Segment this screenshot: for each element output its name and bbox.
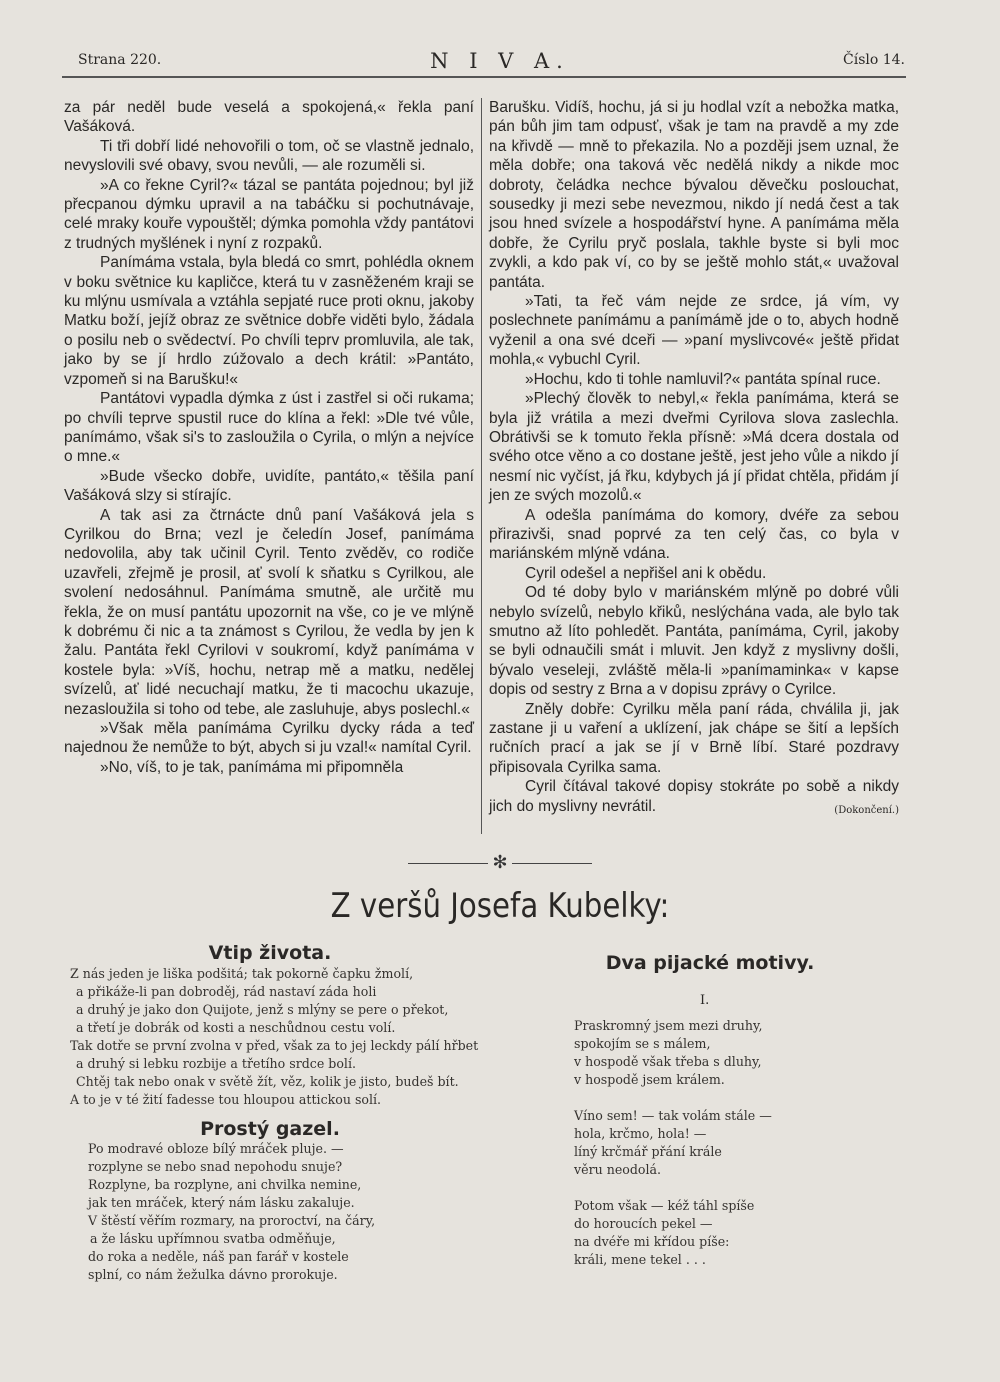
ornament-star-icon: ✻ bbox=[492, 852, 508, 872]
poem-line: v hospodě však třeba s dluhy, bbox=[574, 1054, 762, 1069]
poem-title-gazel: Prostý gazel. bbox=[200, 1118, 340, 1140]
continuation-note: (Dokončení.) bbox=[834, 804, 899, 816]
poem-line: Víno sem! — tak volám stále — bbox=[574, 1108, 772, 1123]
poem-line: a že lásku upřímnou svatba odměňuje, bbox=[90, 1231, 336, 1246]
poem-line: a druhý si lebku rozbije a třetího srdce bolí. bbox=[76, 1056, 356, 1071]
poem-line: na dvéře mi křídou píše: bbox=[574, 1234, 730, 1249]
poem-line: Tak dotře se první zvolna v před, však za to jej leckdy pálí hřbet bbox=[70, 1038, 479, 1053]
poem-line: Chtěj tak nebo onak v světě žít, věz, kolik je jisto, budeš bít. bbox=[76, 1074, 459, 1089]
paragraph: Panímáma vstala, byla bledá co smrt, pohlédla oknem v boku světnice ku kapličce, která tu v zasněženém kraji se ku mlýnu usmívala a vztáhla sepjaté ruce proti oknu, jakoby Matku boží, jejíž obraz ze světnice dobře viděti bylo, žádala o posilu neb o svědectví. Po chvíli teprv promluvila, ale tak, jako by se jí hrdlo zúžovalo a dech krátil: »Pantáto, vzpomeň si na Barušku!« bbox=[64, 254, 474, 388]
poem-line: Praskromný jsem mezi druhy, bbox=[574, 1018, 763, 1033]
poem-line: hola, krčmo, hola! — bbox=[574, 1126, 707, 1141]
poem-line: A to je v té žití fadesse tou hloupou attickou solí. bbox=[70, 1092, 382, 1107]
poem-line: jak ten mráček, který nám lásku zakaluje. bbox=[88, 1195, 355, 1210]
paragraph: Pantátovi vypadla dýmka z úst i zastřel si oči rukama; po chvíli teprve spustil ruce do klína a řekl: »Dle tvé vůle, panímámo, však si's to zasloužila o Cyrila, o mlýn a nejvíce o mne.« bbox=[64, 390, 474, 466]
paragraph: za pár neděl bude veselá a spokojená,« řekla paní Vašáková. bbox=[64, 99, 474, 136]
column-divider bbox=[481, 98, 482, 834]
poem-line: a druhý je jako don Quijote, jenž s mlýny se pere o překot, bbox=[76, 1002, 449, 1017]
poem-title-vtip: Vtip života. bbox=[208, 942, 332, 964]
paragraph: A odešla panímáma do komory, dvéře za sebou přirazivši, snad poprvé za ten celý čas, co byla v mariánském mlýně vdána. bbox=[489, 506, 899, 563]
poem-line: V štěstí věřím rozmary, na proroctví, na čáry, bbox=[88, 1213, 376, 1228]
header-rule bbox=[62, 76, 906, 78]
paragraph: »Však měla panímáma Cyrilku dycky ráda a teď najednou že nemůže to být, abych si ju vzal!« namítal Cyril. bbox=[64, 720, 474, 757]
poem-line: a přikáže-li pan dobroděj, rád nastaví záda holi bbox=[76, 984, 377, 999]
issue-number: Číslo 14. bbox=[843, 52, 905, 68]
paragraph: »No, víš, to je tak, panímáma mi připomněla bbox=[100, 758, 404, 776]
poem-line: v hospodě jsem králem. bbox=[574, 1072, 725, 1087]
poem-line: Po modravé obloze bílý mráček pluje. — bbox=[88, 1141, 344, 1156]
paragraph: A tak asi za čtrnácte dnů paní Vašáková jela s Cyrilkou do Brna; vezl je čeledín Josef, panímáma nedovolila, aby tak učinil Cyril. Tento zvěděv, co rodiče uzavřeli, zřejmě je prosil, ať svolí k sňatku s Cyrilkou, ale svolení nedosáhnul. Panímáma smutně, ale určitě mu řekla, že on musí pantátu upozornit na vše, co je ve mlýně k dobrému či nic a ta známost s Cyrilou, že vedla by jen k žalu. Pantáta řekl Cyrilovi v soukromí, když panímáma v kostele byla: »Víš, hochu, netrap mě a matku, nedělej svízelů, ať lidé necuchají matku, že ti macochu ukazuje, nezasloužila si toho od tebe, ale zasluhuje, abys poslechl.« bbox=[64, 506, 474, 718]
poem-line: věru neodolá. bbox=[574, 1162, 662, 1177]
poem-line: a třetí je dobrák od kosti a neschůdnou cestu volí. bbox=[76, 1020, 396, 1035]
poem-line: králi, mene tekel . . . bbox=[574, 1252, 706, 1267]
poem-line: rozplyne se nebo snad nepohodu snuje? bbox=[88, 1159, 343, 1174]
paragraph: Barušku. Vidíš, hochu, já si ju hodlal vzít a nebožka matka, pán bůh jim tam odpusť, však je tam na pravdě a my zde na křivdě — mně to překazila. No a později jsem uznal, že měla dobře; ona taková věc nedělá nikdy a nikde moc dobroty, čeládka nechce bývalou děvečku poslouchat, sousedky ji mezi sebe nevezmou, nikdo jí nedá čest a tak jsou hned svízele a hospodářství hyne. A panímáma měla dobře, že Cyrilu pryč poslala, takhle byste si byli moc zvykli, a kdo pak ví, co by se ještě mohlo stát,« uvažoval pantáta. bbox=[489, 99, 899, 291]
poem-line: do horoucích pekel — bbox=[574, 1216, 713, 1231]
poem-pijacke bbox=[574, 1017, 874, 1269]
section-title: Z veršů Josefa Kubelky: bbox=[330, 886, 670, 926]
ornament-line bbox=[408, 863, 488, 864]
paragraph: »Bude všecko dobře, uvidíte, pantáto,« těšila paní Vašáková slzy si stírajíc. bbox=[64, 467, 474, 505]
poem-line: Potom však — kéž táhl spíše bbox=[574, 1198, 755, 1213]
stanza-gap bbox=[574, 1089, 874, 1107]
poem-line: Rozplyne, ba rozplyne, ani chvilka nemine, bbox=[88, 1177, 362, 1192]
paragraph: Cyril odešel a nepřišel ani k obědu. bbox=[525, 564, 767, 582]
ornament-line bbox=[512, 863, 592, 864]
paragraph: Od té doby bylo v mariánském mlýně po dobré vůli nebylo svízelů, nebylo křiků, neslýchána vada, ale bylo tak smutno až líto pohledět. Pantáta, panímáma, Cyril, jakoby se byli odnaučili smát i mluvit. Jen když z myslivny došli, bývalo veseleji, zvláště měla-li »panímaminka« v kapse dopis od sestry z Brna a v dopisu zprávy o Cyrilce. bbox=[489, 584, 899, 699]
poem-line: splní, co nám žežulka dávno prorokuje. bbox=[88, 1267, 338, 1282]
section-ornament bbox=[0, 852, 1000, 873]
paragraph: »A co řekne Cyril?« tázal se pantáta pojednou; byl již přecpanou dýmku upravil a na tabáčku si pochutnávaje, celé mraky kouře vypouštěl; dýmka pomohla vždy pantátovi z trudných myšlének i nyní z rozpaků. bbox=[64, 176, 474, 252]
poem-title-pijacke: Dva pijacké motivy. bbox=[605, 952, 815, 974]
poem-line: líný krčmář přání krále bbox=[574, 1144, 722, 1159]
poem-line: Z nás jeden je liška podšitá; tak pokorně čapku žmolí, bbox=[70, 966, 414, 981]
story-column-right bbox=[489, 98, 899, 820]
paragraph-last bbox=[489, 777, 899, 816]
poem-section-numeral: I. bbox=[700, 993, 710, 1008]
paragraph: Ti tři dobří lidé nehovořili o tom, oč se vlastně jednalo, nevyslovili své obavy, svou nevůli, — ale rozuměli si. bbox=[64, 137, 474, 175]
poem-line: spokojím se s málem, bbox=[574, 1036, 711, 1051]
poem-vtip bbox=[70, 965, 479, 1109]
page-number: Strana 220. bbox=[78, 52, 162, 68]
poem-gazel bbox=[88, 1140, 448, 1284]
paragraph: »Tati, ta řeč vám nejde ze srdce, já vím, vy poslechnete panímámu a panímámě jde o to, abych hodně vyženil a ona své dceři — »paní myslivcové« ještě přidat mohla,« vybuchl Cyril. bbox=[489, 293, 899, 369]
paragraph: »Plechý člověk to nebyl,« řekla panímáma, která se byla již vrátila a mezi dveřmi Cyrilova slova zaslechla. Obrátivši se k tomuto řekla přísně: »Má dcera dostala od svého otce věno a co dostane ještě, jest jeho vůle a nikdo jí nesmí nic vyčíst, já řku, kdybych já jí přidat chtěla, přidám jí jen ze svých mozolů.« bbox=[489, 390, 899, 505]
paragraph: Zněly dobře: Cyrilku měla paní ráda, chválila ji, jak zastane ji u vaření a uklízení, jak chápe se šití a lepších ručních prací a jak se jí v Brně líbí. Staré pozdravy připisovala Cyrilka sama. bbox=[489, 700, 899, 776]
story-column-left bbox=[64, 98, 474, 777]
stanza-gap bbox=[574, 1179, 874, 1197]
magazine-title: N I V A. bbox=[430, 49, 570, 73]
paragraph: »Hochu, kdo ti tohle namluvil?« pantáta spínal ruce. bbox=[525, 370, 881, 388]
paragraph-text: Cyril čítával takové dopisy stokráte po sobě a nikdy jich do myslivny nevrátil. bbox=[489, 778, 899, 815]
poem-line: do roka a neděle, náš pan farář v kostele bbox=[88, 1249, 349, 1264]
